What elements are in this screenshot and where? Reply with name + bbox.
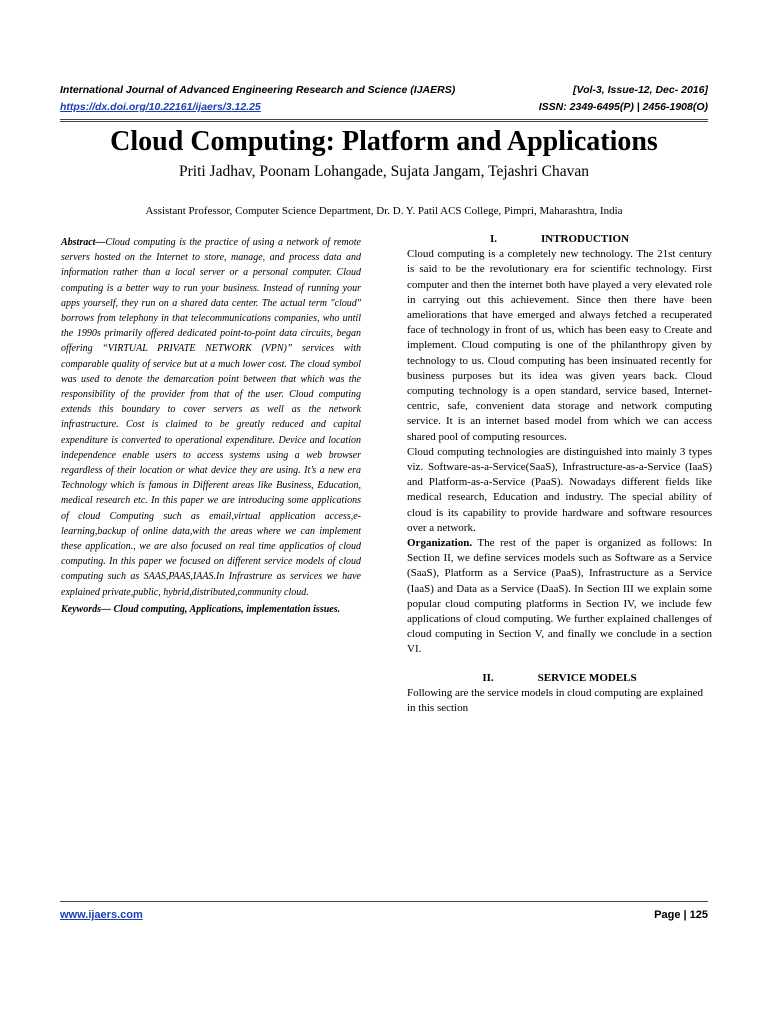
- section-title: INTRODUCTION: [541, 233, 630, 245]
- section-number: I.: [489, 233, 497, 245]
- doi-header: [60, 101, 708, 113]
- issn-info: ISSN: 2349-6495(P) | 2456-1908(O): [538, 101, 708, 113]
- footer-site-link[interactable]: www.ijaers.com: [60, 909, 143, 921]
- footer-rule: [60, 901, 708, 902]
- right-column: [407, 232, 712, 716]
- organization-label: Organization.: [407, 537, 473, 550]
- organization-paragraph: [407, 536, 712, 658]
- header-rule-second: [60, 121, 708, 122]
- paper-title: Cloud Computing: Platform and Applications: [110, 126, 658, 157]
- intro-paragraph-2: Cloud computing technologies are distinguished into mainly 3 types viz. Software-as-a-Service(SaaS), Infrastructure-as-a-Service (IaaS) and Platform-as-a-Service (PaaS). Nowadays different fields like medical research, Education and industry. The special ability of cloud is its capability to provide hardware and software resources over a network.: [407, 445, 712, 534]
- intro-paragraph-1: Cloud computing is a completely new technology. The 21st century is said to be the revolutionary era for scientific technology. First computer and then the internet both have played a very elevated role in carrying out this achievement. Since then there have been ameliorations that have emerged and always fetched a recuperated face of technology in front of us, which has been easy to Create and implement. Cloud computing is one of the philanthropy given by technology to us. Cloud computing has been insinuated recently for business purposes but its idea was given years back. Cloud computing technology is a open standard, service based, Internet-centric, safe, convenient data storage and network computing service. It is an internet based model from which we can access shared pool of computing resources.: [407, 248, 712, 443]
- abstract-text: Cloud computing is the practice of using a network of remote servers hosted on the Internet to store, manage, and process data and information rather than a local server or a personal computer. Cloud computing is a better way to run your business. Instead of running your apps yourself, they run on a shared data center. The actual term "cloud" borrows from telephony in that telecommunications companies, who until the 1990s primarily offered dedicated point-to-point data circuits, began offering “VIRTUAL PRIVATE NETWORK (VPN)” services with comparable quality of service but at a much lower cost. The cloud symbol was used to denote the demarcation point between that which was the responsibility of the provider from that of the user. Cloud computing extends this boundary to cover servers as well as the network infrastructure. Cost is claimed to be greatly reduced and capital expenditure is converted to operational expenditure. Device and location independence enable users to access systems using a web browser regardless of their location or what device they are using. It’s a new era Technology which is famous in Different areas like Business, Education, medical research etc. In this paper we are introducing some applications of cloud Computing such as email,virtual application access,e-learning,backup of online data,with the areas where we can implement these application., we are also focused on real time applicatios of cloud computing. In this paper we focused on different service models of cloud computing such as SAAS,PAAS,IAAS.In Infrastrure as services we have explained private,public, hybrid,distributed,community cloud.: [61, 237, 361, 598]
- organization-text: The rest of the paper is organized as follows: In Section II, we define services models such as Software as a Service (SaaS), Platform as a Service (PaaS), Infrastructure as a Service (IaaS) and Data as a Service (DaaS). In Section III we explain some popular cloud computing platforms in Section IV, we include few applications of cloud computing. We further explained challenges of cloud computing in Section V, and finally we conclude in a section VI.: [407, 537, 712, 656]
- abstract: [61, 235, 361, 600]
- paper-affiliation: Assistant Professor, Computer Science Department, Dr. D. Y. Patil ACS College, Pimpri, Maharashtra, India: [145, 205, 623, 217]
- journal-name: International Journal of Advanced Engineering Research and Science (IJAERS): [60, 84, 456, 96]
- section-title: SERVICE MODELS: [537, 671, 637, 684]
- header-rule: [60, 119, 708, 120]
- doi-link[interactable]: https://dx.doi.org/10.22161/ijaers/3.12.25: [60, 101, 261, 113]
- section-heading-introduction: [407, 232, 712, 247]
- abstract-column: [61, 235, 361, 617]
- journal-header: [60, 84, 708, 96]
- section-heading-service-models: [407, 671, 712, 686]
- page-number: Page | 125: [654, 909, 708, 921]
- paper-authors: Priti Jadhav, Poonam Lohangade, Sujata Jangam, Tejashri Chavan: [178, 163, 589, 180]
- volume-info: [Vol-3, Issue-12, Dec- 2016]: [572, 84, 708, 96]
- abstract-label: Abstract—: [61, 237, 106, 248]
- section-number: II.: [482, 671, 494, 684]
- service-models-paragraph: Following are the service models in cloud computing are explained in this section: [407, 686, 704, 715]
- keywords: Keywords— Cloud computing, Applications, implementation issues.: [61, 603, 341, 615]
